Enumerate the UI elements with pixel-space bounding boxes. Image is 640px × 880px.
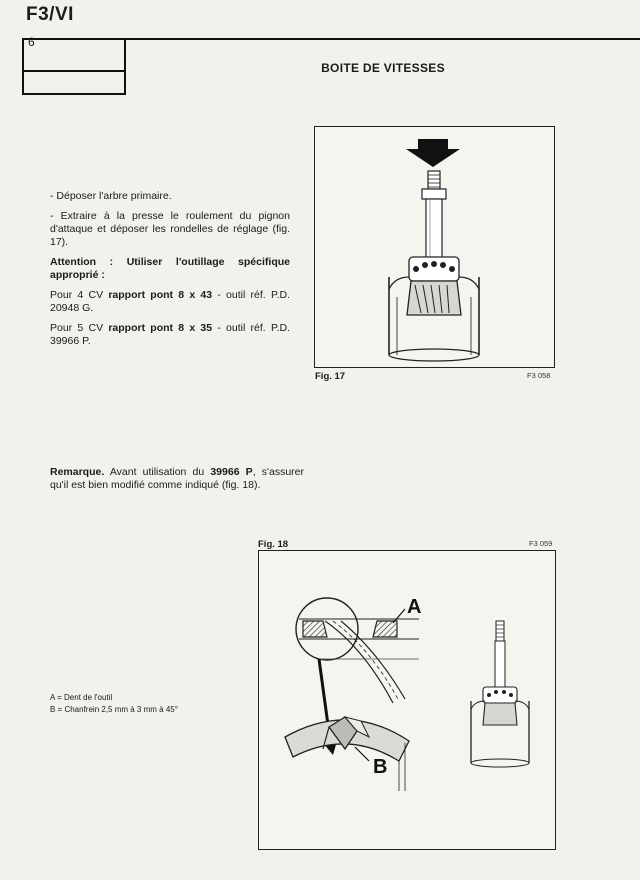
remark-label: Remarque.	[50, 466, 105, 478]
section-code-box	[22, 38, 126, 95]
page-number: 6	[28, 35, 35, 49]
page-title: BOITE DE VITESSES	[321, 61, 445, 75]
attention-note	[50, 256, 290, 282]
tool-4cv-prefix: Pour 4 CV	[50, 289, 109, 301]
remark-text-a: Avant utilisation du	[104, 466, 211, 478]
legend-item-b: B = Chanfrein 2,5 mm à 3 mm à 45°	[50, 705, 178, 714]
instructions-block	[50, 190, 290, 355]
step-extract-bearing: - Extraire à la presse le roulement du pignon d'attaque et déposer les rondelles de réglage (fig. 17).	[50, 210, 290, 248]
figure-18-frame	[258, 550, 556, 850]
figure-18-ref: F3 059	[529, 539, 553, 548]
press-arrow-icon	[406, 139, 460, 167]
tool-4cv	[50, 289, 290, 315]
remark-tool-ref: 39966 P	[210, 466, 253, 478]
figure-17-ref: F3 058	[527, 371, 551, 380]
callout-a-letter: A	[407, 596, 422, 618]
tool-4cv-ratio: rapport pont 8 x 43	[108, 289, 213, 301]
figure-17-drawing	[315, 127, 553, 366]
tool-5cv	[50, 322, 290, 348]
figure-18-legend	[50, 692, 178, 716]
tool-5cv-prefix: Pour 5 CV	[50, 322, 109, 334]
remark-block	[50, 466, 304, 492]
header-rule	[126, 38, 640, 40]
section-code: F3/VI	[26, 4, 74, 25]
step-remove-shaft: - Déposer l'arbre primaire.	[50, 190, 172, 202]
callout-b-letter: B	[373, 756, 388, 778]
figure-18-drawing	[259, 551, 554, 848]
figure-17-label: Fig. 17	[315, 371, 346, 382]
tool-5cv-ref: - outil réf. P.D. 39966 P.	[50, 322, 291, 347]
attention-text: Attention : Utiliser l'outillage spécifique approprié :	[50, 256, 290, 281]
tool-5cv-ratio: rapport pont 8 x 35	[108, 322, 213, 334]
figure-18-label: Fig. 18	[258, 539, 289, 550]
code-box-divider	[24, 70, 124, 72]
tool-4cv-ref: - outil réf. P.D. 20948 G.	[50, 289, 291, 314]
remark-text-b: , s'assurer qu'il est bien modifié comme indiqué (fig. 18).	[50, 466, 305, 491]
legend-item-a: A = Dent de l'outil	[50, 693, 113, 702]
figure-17-frame	[314, 126, 555, 368]
